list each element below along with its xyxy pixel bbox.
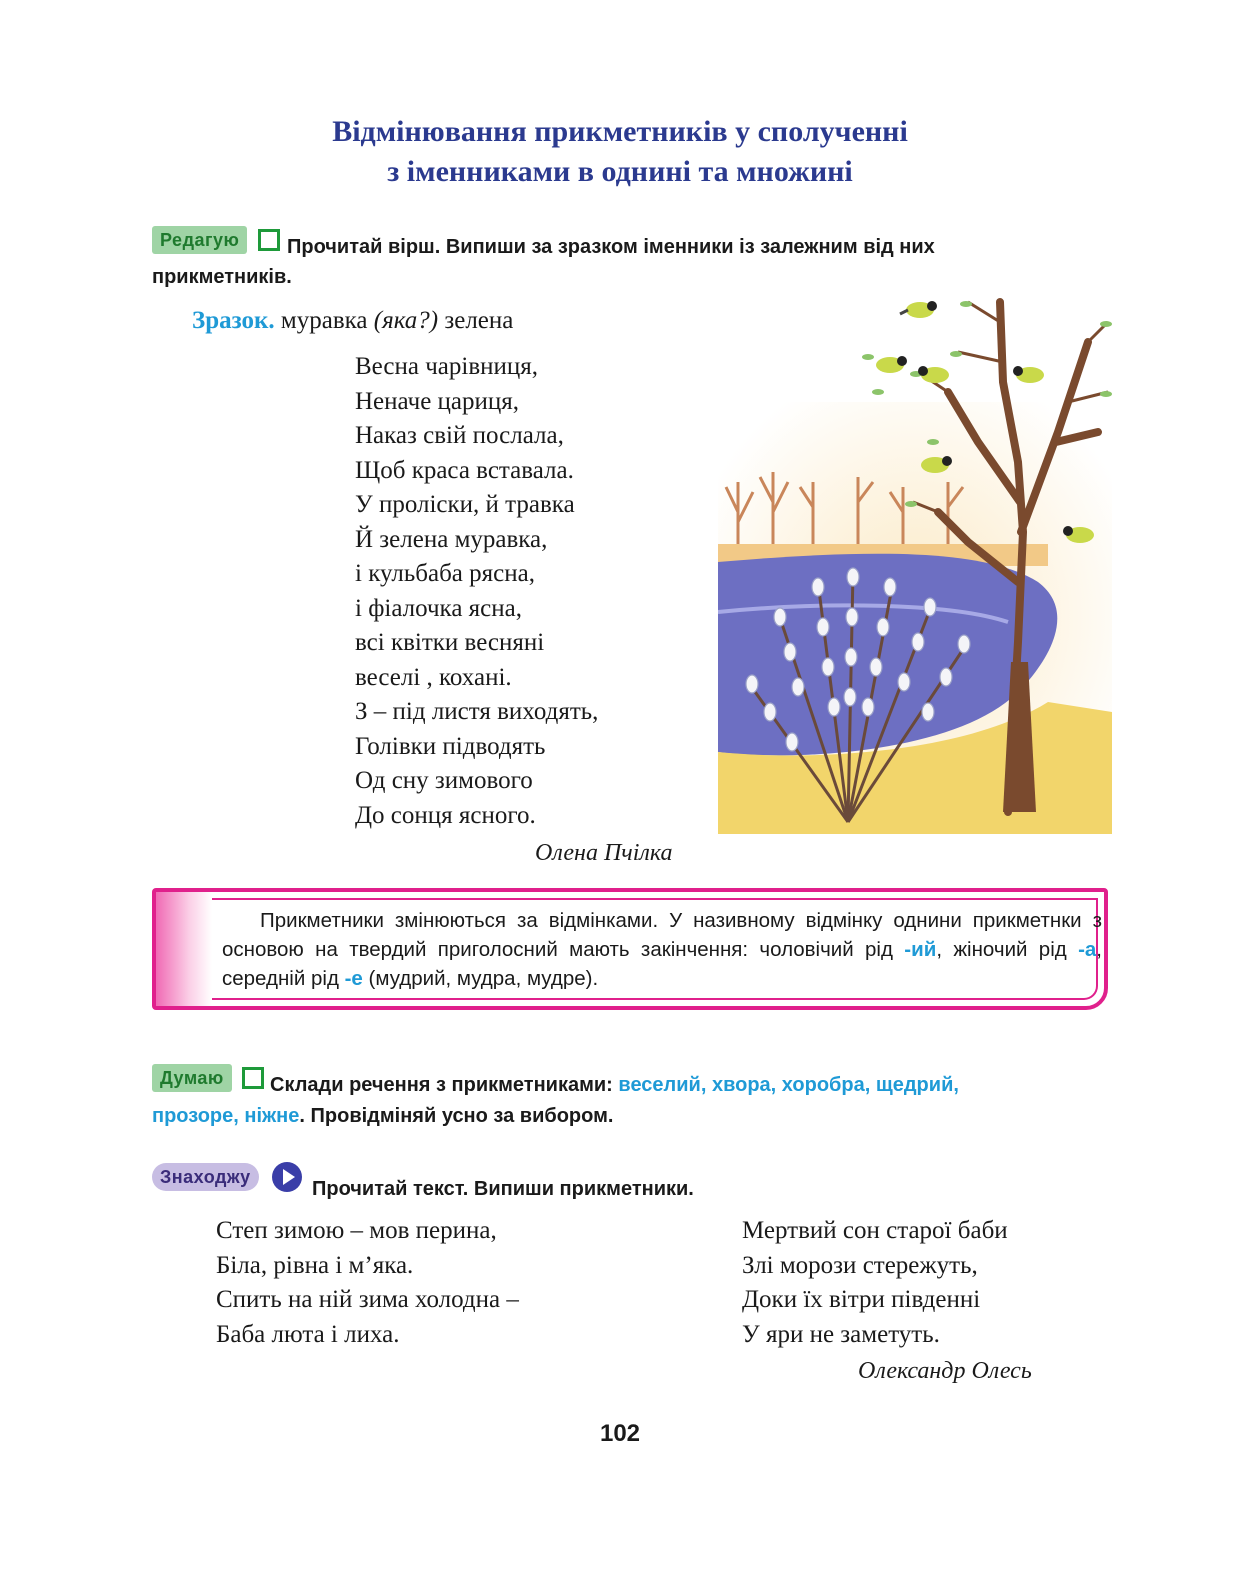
poem-1 (355, 350, 598, 833)
ending-feminine: -а (1078, 938, 1097, 961)
page-number: 102 (599, 1420, 641, 1447)
poem-line: Злі морози стережуть, (742, 1251, 978, 1279)
poem-line: веселі , кохані. (355, 663, 512, 691)
ending-neuter: -е (344, 967, 363, 990)
sample-noun: муравка (280, 307, 368, 334)
task2-intro: Склади речення з прикметниками: (270, 1074, 619, 1096)
task2-badge: Думаю (152, 1064, 232, 1092)
task2-outro: . Провідміняй усно за вибором. (299, 1105, 614, 1127)
poem-line: і кульбаба рясна, (355, 560, 535, 587)
poem-1-author: Олена Пчілка (535, 840, 673, 866)
rule-text-part-3: , середній рід (222, 938, 1102, 990)
square-icon (258, 229, 280, 251)
poem-line: Спить на ній зима холодна – (216, 1286, 519, 1313)
poem-2-author: Олександр Олесь (858, 1358, 1032, 1384)
rule-box-strip (156, 892, 212, 1006)
poem-line: До сонця ясного. (355, 801, 536, 829)
task1-badge-group (152, 226, 247, 254)
square-icon (242, 1067, 264, 1089)
ending-masculine: -ий (904, 938, 937, 961)
title-line-2: з іменниками в однині та множині (387, 155, 853, 188)
poem-line: Й зелена муравка, (355, 525, 548, 553)
rule-text-part-4: (мудрий, мудра, мудре). (362, 967, 599, 990)
poem-line: Неначе цариця, (355, 387, 520, 415)
sample-question: (яка?) (373, 307, 439, 334)
rule-text-part-1: Прикметники змінюються за відмінками. У називному відмінку однини прикметнки з основою на твердий приголосний мають закінчення: чоловічий рід (222, 909, 1102, 961)
sample-line (192, 307, 513, 335)
sample-label: Зразок. (192, 307, 275, 334)
play-icon (272, 1162, 302, 1192)
poem-line: Весна чарівниця, (355, 353, 539, 380)
rule-text (222, 906, 1102, 993)
poem-line: Голівки підводять (355, 732, 546, 760)
task2-adjectives-1: веселий, хвора, хоробра, щедрий, (618, 1074, 959, 1096)
poem-line: і фіалочка ясна, (355, 594, 522, 622)
task2-adjectives-2: прозоре, ніжне (152, 1105, 300, 1127)
spring-illustration (718, 282, 1112, 834)
poem-2-left-column (216, 1214, 519, 1352)
poem-line: Щоб краса вставала. (355, 456, 574, 484)
poem-line: Доки їх вітри південні (742, 1286, 981, 1313)
task1-text-line-2: прикметників. (152, 266, 292, 288)
poem-line: У проліски, й травка (355, 491, 575, 518)
task1-text-line-1: Прочитай вірш. Випиши за зразком іменники із залежним від них (287, 236, 935, 258)
rule-text-part-2: , жіночий рід (936, 938, 1079, 961)
rule-box (152, 888, 1108, 1010)
title-line-1: Відмінювання прикметників у сполученні (332, 115, 908, 148)
poem-line: Біла, рівна і м’яка. (216, 1251, 414, 1279)
poem-line: Степ зимою – мов перина, (216, 1217, 497, 1244)
poem-2-right-column (742, 1214, 1008, 1352)
page-title (0, 112, 1240, 192)
poem-line: Мертвий сон старої баби (742, 1217, 1008, 1244)
poem-line: З – під листя виходять, (355, 698, 599, 725)
task3-text: Прочитай текст. Випиши прикметники. (312, 1178, 694, 1200)
poem-line: всі квітки весняні (355, 629, 545, 656)
task3-badge: Знаходжу (152, 1163, 259, 1191)
sample-adjective: зелена (444, 307, 514, 334)
poem-line: У яри не заметуть. (742, 1320, 940, 1348)
task2-text-line-1 (270, 1070, 959, 1100)
task3-badge-group (152, 1163, 259, 1191)
poem-line: Наказ свій послала, (355, 422, 564, 449)
task2-badge-group (152, 1064, 232, 1092)
poem-line: Од сну зимового (355, 767, 533, 794)
task1-badge: Редагую (152, 226, 247, 254)
task2-text-line-2 (152, 1101, 613, 1131)
poem-line: Баба люта і лиха. (216, 1320, 400, 1348)
